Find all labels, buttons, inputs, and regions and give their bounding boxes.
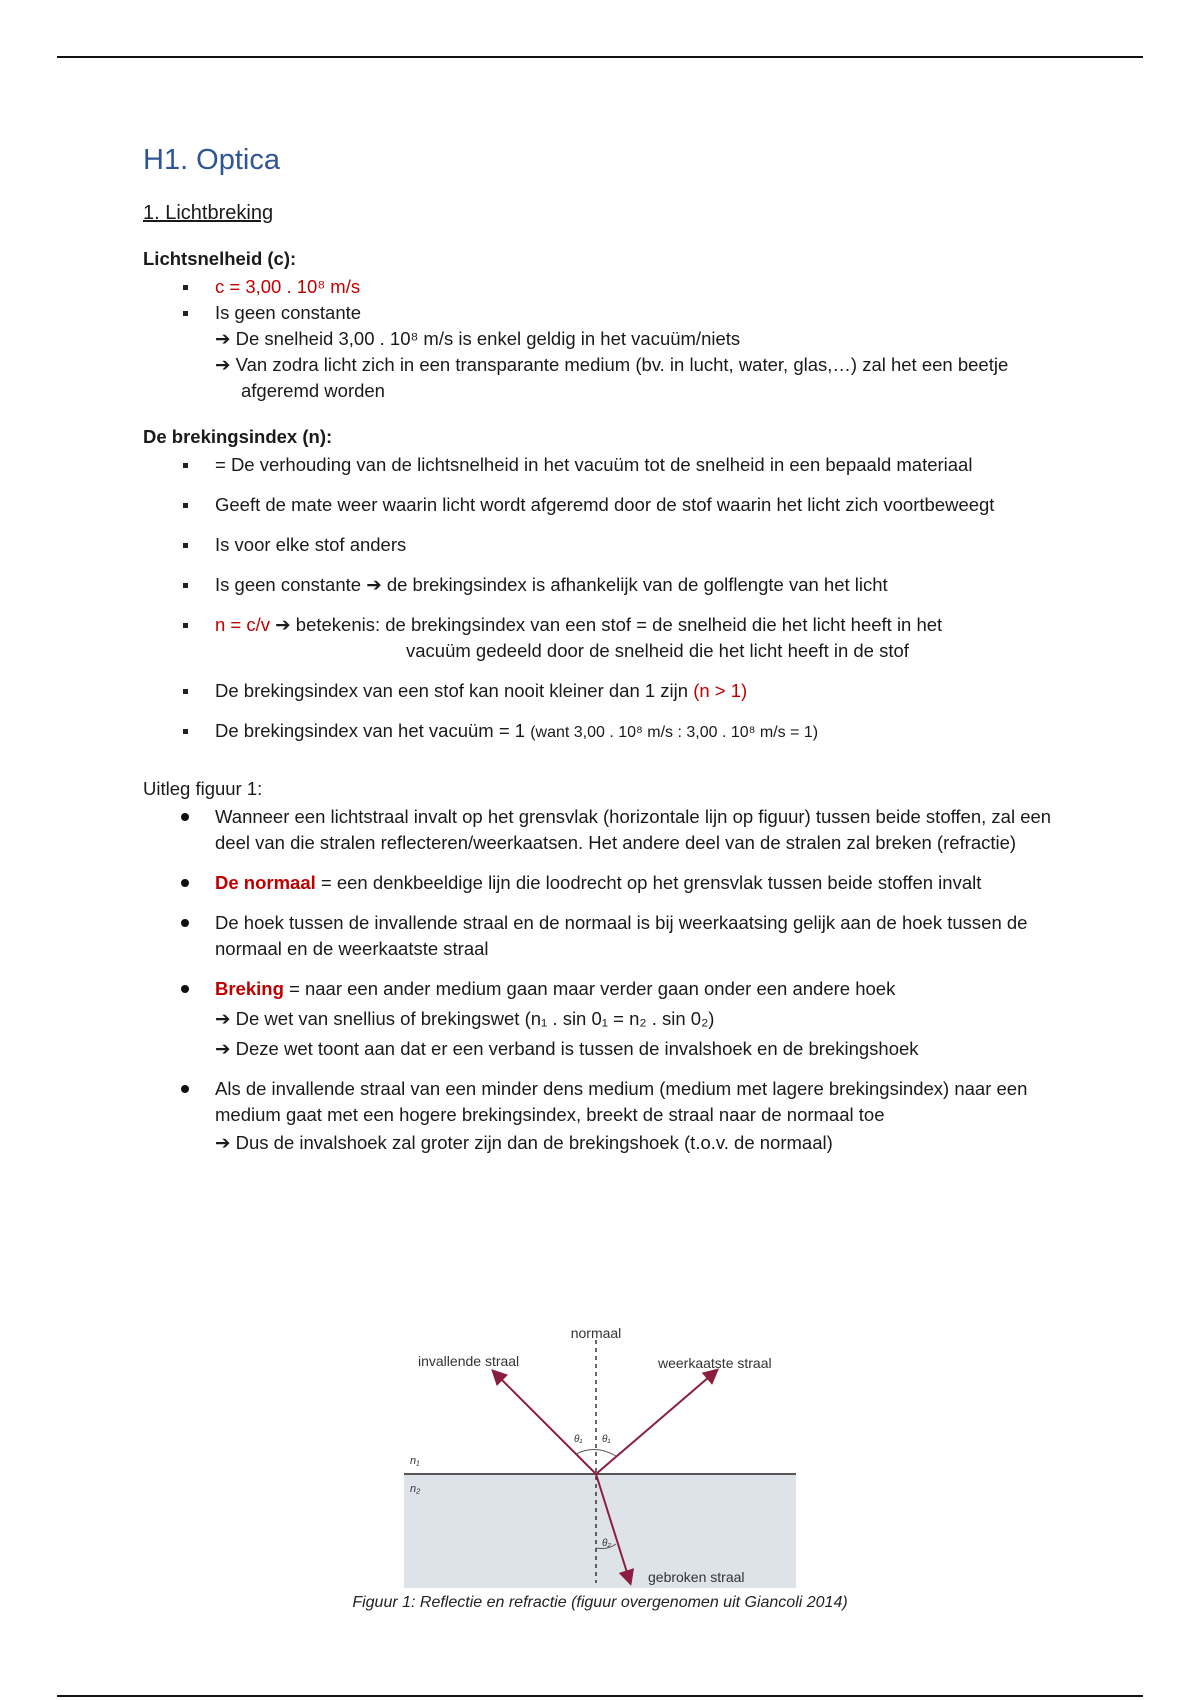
list-item: De normaal = een denkbeeldige lijn die loodrecht op het grensvlak tussen beide stoffen invalt bbox=[143, 870, 1063, 896]
list-item: = De verhouding van de lichtsnelheid in het vacuüm tot de snelheid in een bepaald materiaal bbox=[143, 452, 1063, 478]
uitleg-heading: Uitleg figuur 1: bbox=[143, 778, 263, 799]
label-theta1-right: θ₁ bbox=[602, 1434, 611, 1445]
footer-rule bbox=[57, 1695, 1143, 1697]
lichtsnelheid-list bbox=[143, 274, 1063, 404]
reflected-ray bbox=[596, 1371, 716, 1474]
incident-ray bbox=[494, 1372, 596, 1474]
label-invallende-straal: invallende straal bbox=[418, 1353, 520, 1369]
document-page bbox=[143, 140, 1063, 1156]
list-item: Geeft de mate weer waarin licht wordt afgeremd door de stof waarin het licht zich voortbeweegt bbox=[143, 492, 1063, 518]
section-heading: 1. Lichtbreking bbox=[143, 202, 274, 224]
chapter-title: H1. Optica bbox=[143, 144, 280, 176]
list-item: Als de invallende straal van een minder dens medium (medium met lagere brekingsindex) naar een medium gaat met een hogere brekingsindex, breekt de straal naar de normaal toe ➔ Dus de invalshoek zal groter zijn dan de brekingshoek (t.o.v. de normaal) bbox=[143, 1076, 1063, 1156]
uitleg-list bbox=[143, 804, 1063, 1156]
header-rule bbox=[57, 56, 1143, 58]
label-theta1-left: θ₁ bbox=[574, 1434, 583, 1445]
list-item: Wanneer een lichtstraal invalt op het grensvlak (horizontale lijn op figuur) tussen beide stoffen, zal een deel van die stralen reflecteren/weerkaatsen. Het andere deel van de stralen zal breken (refractie) bbox=[143, 804, 1063, 856]
lichtsnelheid-heading: Lichtsnelheid (c): bbox=[143, 248, 297, 269]
list-item: c = 3,00 . 10⁸ m/s bbox=[143, 274, 1063, 300]
label-weerkaatste-straal: weerkaatste straal bbox=[658, 1355, 772, 1371]
list-item: De hoek tussen de invallende straal en de normaal is bij weerkaatsing gelijk aan de hoek tussen de normaal en de weerkaatste straal bbox=[143, 910, 1063, 962]
list-item: De brekingsindex van een stof kan nooit kleiner dan 1 zijn (n > 1) bbox=[143, 678, 1063, 704]
label-n2: n₂ bbox=[410, 1483, 421, 1495]
label-normaal: normaal bbox=[570, 1325, 622, 1341]
brekingsindex-heading: De brekingsindex (n): bbox=[143, 426, 333, 447]
list-item: Breking = naar een ander medium gaan maar verder gaan onder een andere hoek ➔ De wet van snellius of brekingswet (n₁ . sin 0₁ = n₂ . sin 0₂) ➔ Deze wet toont aan dat er een verband is tussen de invalshoek en de brekingshoek bbox=[143, 976, 1063, 1062]
label-theta2: θ₂ bbox=[602, 1538, 612, 1549]
list-item: Is geen constante ➔ de brekingsindex is afhankelijk van de golflengte van het licht bbox=[143, 572, 1063, 598]
list-item: n = c/v ➔ betekenis: de brekingsindex van een stof = de snelheid die het licht heeft in het vacuüm gedeeld door de snelheid die het licht heeft in de stof bbox=[143, 612, 1063, 664]
refraction-figure bbox=[404, 1318, 796, 1588]
figure-caption: Figuur 1: Reflectie en refractie (figuur overgenomen uit Giancoli 2014) bbox=[352, 1594, 848, 1611]
list-item: De brekingsindex van het vacuüm = 1 (want 3,00 . 10⁸ m/s : 3,00 . 10⁸ m/s = 1) bbox=[143, 718, 1063, 746]
label-gebroken-straal: gebroken straal bbox=[648, 1569, 745, 1585]
brekingsindex-list bbox=[143, 452, 1063, 746]
list-item: Is voor elke stof anders bbox=[143, 532, 1063, 558]
label-n1: n₁ bbox=[410, 1455, 420, 1467]
list-item: Is geen constante ➔ De snelheid 3,00 . 10⁸ m/s is enkel geldig in het vacuüm/niets ➔ Van zodra licht zich in een transparante medium (bv. in lucht, water, glas,…) zal het een beetje afgeremd worden bbox=[143, 300, 1063, 404]
